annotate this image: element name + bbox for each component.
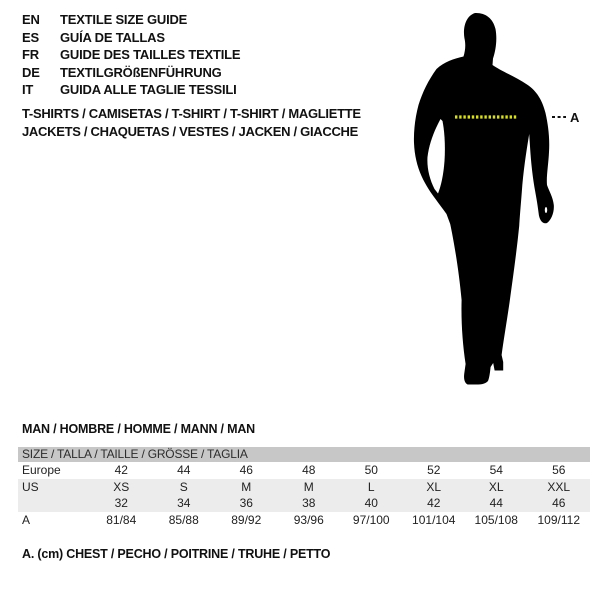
category-line-tshirts: T-SHIRTS / CAMISETAS / T-SHIRT / T-SHIRT / MAGLIETTE bbox=[22, 106, 361, 121]
size-table-row bbox=[18, 479, 590, 496]
category-line-jackets: JACKETS / CHAQUETAS / VESTES / JACKEN / GIACCHE bbox=[22, 123, 358, 139]
row-label: A bbox=[22, 512, 31, 527]
size-cell: 48 bbox=[302, 463, 316, 477]
row-label: US bbox=[22, 479, 39, 494]
language-row bbox=[22, 64, 240, 82]
size-table bbox=[18, 447, 590, 528]
language-code: DE bbox=[22, 64, 40, 80]
language-label: TEXTILGRÖßENFÜHRUNG bbox=[60, 64, 222, 80]
size-cell: 109/112 bbox=[537, 512, 580, 527]
language-label: GUIDA ALLE TAGLIE TESSILI bbox=[60, 82, 237, 97]
size-cell: 44 bbox=[489, 496, 503, 510]
size-cell: 54 bbox=[489, 463, 503, 477]
size-cell: S bbox=[179, 479, 188, 494]
size-cell: 85/88 bbox=[168, 512, 199, 527]
size-table-header: SIZE / TALLA / TAILLE / GRÖSSE / TAGLIA bbox=[18, 447, 590, 462]
size-cell: 93/96 bbox=[293, 512, 324, 527]
size-cell: 34 bbox=[177, 496, 191, 510]
language-label: TEXTILE SIZE GUIDE bbox=[60, 12, 188, 27]
size-cell: L bbox=[367, 479, 375, 494]
size-cell: 32 bbox=[114, 496, 128, 510]
language-row bbox=[22, 11, 240, 29]
language-label: GUIDE DES TAILLES TEXTILE bbox=[60, 47, 241, 62]
size-cell: 101/104 bbox=[412, 512, 456, 527]
size-cell: 44 bbox=[177, 463, 191, 477]
size-cell: XS bbox=[113, 479, 130, 494]
measure-footnote: A. (cm) CHEST / PECHO / POITRINE / TRUHE / PETTO bbox=[22, 547, 331, 561]
size-cell: 46 bbox=[552, 496, 566, 510]
language-label: GUÍA DE TALLAS bbox=[60, 29, 165, 45]
size-cell: 42 bbox=[114, 463, 128, 477]
language-row bbox=[22, 81, 240, 99]
hand-detail bbox=[545, 207, 547, 213]
language-list bbox=[22, 11, 240, 99]
row-label: Europe bbox=[22, 463, 61, 477]
size-table-row bbox=[18, 462, 590, 479]
language-row bbox=[22, 46, 240, 64]
section-title: MAN / HOMBRE / HOMME / MANN / MAN bbox=[22, 422, 255, 436]
category-heading bbox=[22, 105, 361, 140]
size-cell: 105/108 bbox=[474, 512, 518, 527]
size-table-body bbox=[18, 462, 590, 528]
size-cell: 56 bbox=[552, 463, 566, 477]
size-cell: XL bbox=[488, 479, 504, 494]
size-cell: 40 bbox=[364, 496, 378, 510]
size-cell: M bbox=[303, 479, 314, 494]
size-table-row bbox=[18, 512, 590, 529]
size-cell: M bbox=[241, 479, 252, 494]
size-cell: 52 bbox=[427, 463, 441, 477]
man-silhouette bbox=[414, 13, 554, 385]
language-row bbox=[22, 29, 240, 47]
language-code: EN bbox=[22, 12, 40, 27]
size-cell: 97/100 bbox=[352, 512, 390, 527]
language-code: IT bbox=[22, 82, 34, 97]
size-cell: 46 bbox=[239, 463, 253, 477]
size-cell: 42 bbox=[427, 496, 441, 510]
row-label bbox=[18, 495, 90, 512]
man-silhouette-figure bbox=[390, 0, 600, 420]
size-cell: 81/84 bbox=[106, 512, 137, 527]
language-code: ES bbox=[22, 29, 39, 45]
size-cell: 38 bbox=[302, 496, 316, 510]
size-cell: XL bbox=[426, 479, 442, 494]
size-cell: 36 bbox=[239, 496, 253, 510]
size-cell: XXL bbox=[547, 479, 571, 494]
size-cell: 50 bbox=[364, 463, 378, 477]
size-cell: 89/92 bbox=[231, 512, 262, 527]
measure-label: A bbox=[570, 110, 580, 125]
size-table-row bbox=[18, 495, 590, 512]
language-code: FR bbox=[22, 47, 39, 62]
